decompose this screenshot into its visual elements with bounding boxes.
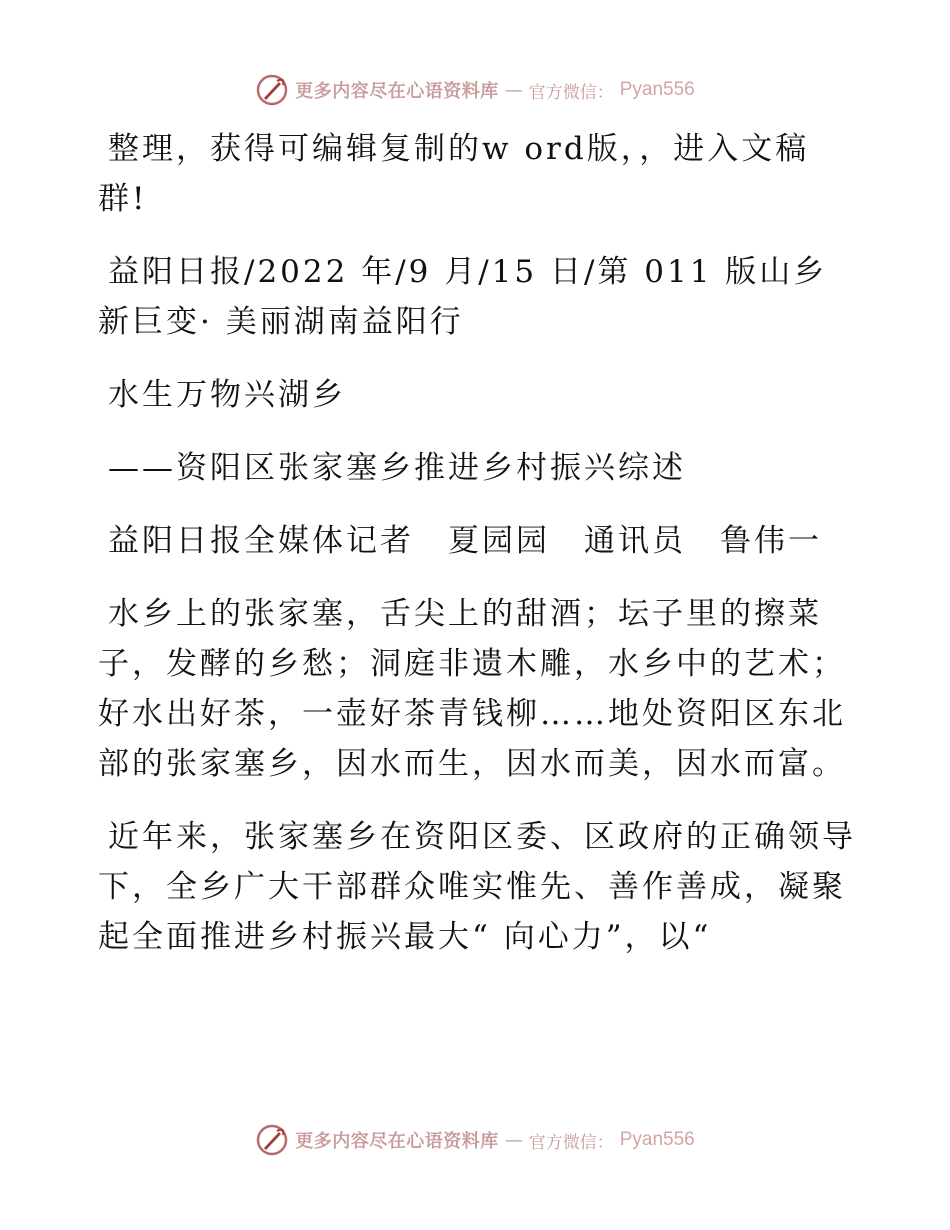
- intro-paragraph: 整理，获得可编辑复制的w ord版，，进入文稿群!: [98, 131, 810, 217]
- body-paragraph: 近年来，张家塞乡在资阳区委、区政府的正确领导下，全乡广大干部群众唯实惟先、善作善成，凝聚起全面推进乡村振兴最大“ 向心力”，以“: [98, 819, 856, 955]
- document-body: [98, 124, 858, 985]
- body-paragraph: 水乡上的张家塞，舌尖上的甜酒；坛子里的擦菜子，发酵的乡愁；洞庭非遗木雕，水乡中的艺术；好水出好茶，一壶好茶青钱柳……地处资阳区东北部的张家塞乡，因水而生，因水而美，因水而富。: [98, 596, 846, 782]
- byline: 益阳日报全媒体记者 夏园园 通讯员 鲁伟一: [108, 523, 822, 559]
- quill-logo-icon: [255, 1123, 289, 1157]
- watermark-dash: —: [504, 79, 523, 101]
- quill-logo-icon: [255, 73, 289, 107]
- source-line: 益阳日报/2022 年/9 月/15 日/第 011 版山乡新巨变· 美丽湖南益阳行: [98, 254, 828, 340]
- article-title: 水生万物兴湖乡: [108, 377, 346, 413]
- watermark-text: 更多内容尽在心语资料库: [295, 1131, 499, 1152]
- watermark-text: 更多内容尽在心语资料库: [295, 81, 499, 102]
- footer-watermark: [0, 1120, 950, 1160]
- header-watermark: [0, 70, 950, 110]
- watermark-wechat-label: 官方微信：: [528, 82, 614, 103]
- watermark-dash: —: [504, 1129, 523, 1151]
- article-subtitle: ——资阳区张家塞乡推进乡村振兴综述: [108, 450, 686, 486]
- watermark-wechat-id: Pyan556: [619, 1129, 695, 1150]
- watermark-wechat-id: Pyan556: [619, 79, 695, 100]
- watermark-wechat-label: 官方微信：: [528, 1132, 614, 1153]
